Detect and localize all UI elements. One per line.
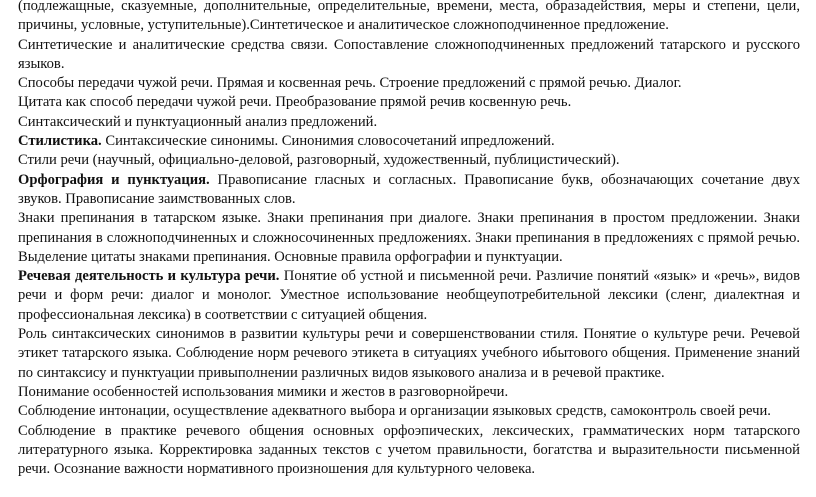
- paragraph-3: [18, 74, 800, 93]
- paragraph-1: [18, 0, 800, 36]
- section-heading: Орфография и пунктуация.: [18, 171, 210, 188]
- paragraph-text: Правописание гласных и согласных. Правописание букв, обозначающих сочетание двух звуков. Правописание заимствованных слов.: [18, 171, 800, 207]
- paragraph-text: Синтаксический и пунктуационный анализ предложений.: [18, 113, 378, 130]
- paragraph-7: [18, 151, 800, 170]
- paragraph-12: [18, 383, 800, 402]
- paragraph-orthography: [18, 171, 800, 210]
- paragraph-text: Понимание особенностей использования мимики и жестов в разговорнойречи.: [18, 383, 509, 400]
- paragraph-stylistics: [18, 132, 800, 151]
- paragraph-2: [18, 36, 800, 75]
- paragraph-11: [18, 325, 800, 383]
- paragraph-text: Знаки препинания в татарском языке. Знаки препинания при диалоге. Знаки препинания в простом предложении. Знаки препинания в сложноподчиненных и сложносочиненных предложениях. Знаки препинания в предложениях с прямой речью. Выделение цитаты знаками препинания. Основные правила орфографии и пунктуации.: [18, 210, 800, 265]
- paragraph-text: Цитата как способ передачи чужой речи. Преобразование прямой речив косвенную речь.: [18, 94, 572, 111]
- document-page: [18, 0, 800, 479]
- paragraph-text: Стили речи (научный, официально-деловой, разговорный, художественный, публицистический).: [18, 152, 620, 169]
- paragraph-text: Соблюдение интонации, осуществление адекватного выбора и организации языковых средств, самоконтроль своей речи.: [18, 403, 771, 420]
- paragraph-text: Понятие об устной и письменной речи. Различие понятий «язык» и «речь», видов речи и форм речи: диалог и монолог. Уместное использование необщеупотребительной лексики (сленг, диалектная и профессиональная лексика) в соответствии с ситуацией общения.: [18, 268, 800, 323]
- paragraph-4: [18, 93, 800, 112]
- paragraph-text: Роль синтаксических синонимов в развитии культуры речи и совершенствовании стиля. Понятие о культуре речи. Речевой этикет татарского языка. Соблюдение норм речевого этикета в ситуациях учебного ибытового общения. Применение знаний по синтаксису и пунктуации привыполнении различных видов языкового анализа и в речевой практике.: [18, 326, 800, 381]
- paragraph-text: Соблюдение в практике речевого общения основных орфоэпических, лексических, грамматических норм татарского литературного языка. Корректировка заданных текстов с учетом правильности, богатства и выразительности письменной речи. Осознание важности нормативного произношения для культурного человека.: [18, 422, 800, 478]
- paragraph-text: (подлежащные, сказуемные, дополнительные, определительные, времени, места, образадействия, меры и степени, цели, причины, условные, уступительные).Синтетическое и аналитическое сложноподчиненное предложение.: [18, 0, 800, 34]
- paragraph-14: [18, 422, 800, 480]
- section-heading: Речевая деятельность и культура речи.: [18, 268, 280, 285]
- paragraph-text: Синтаксические синонимы. Синонимия словосочетаний ипредложений.: [101, 133, 555, 150]
- section-heading: Стилистика.: [18, 133, 102, 150]
- paragraph-5: [18, 113, 800, 132]
- paragraph-text: Синтетические и аналитические средства связи. Сопоставление сложноподчиненных предложений татарского и русского языков.: [18, 36, 800, 72]
- paragraph-9: [18, 209, 800, 267]
- paragraph-13: [18, 402, 800, 421]
- paragraph-text: Способы передачи чужой речи. Прямая и косвенная речь. Строение предложений с прямой речью. Диалог.: [18, 75, 682, 92]
- paragraph-speech-culture: [18, 267, 800, 325]
